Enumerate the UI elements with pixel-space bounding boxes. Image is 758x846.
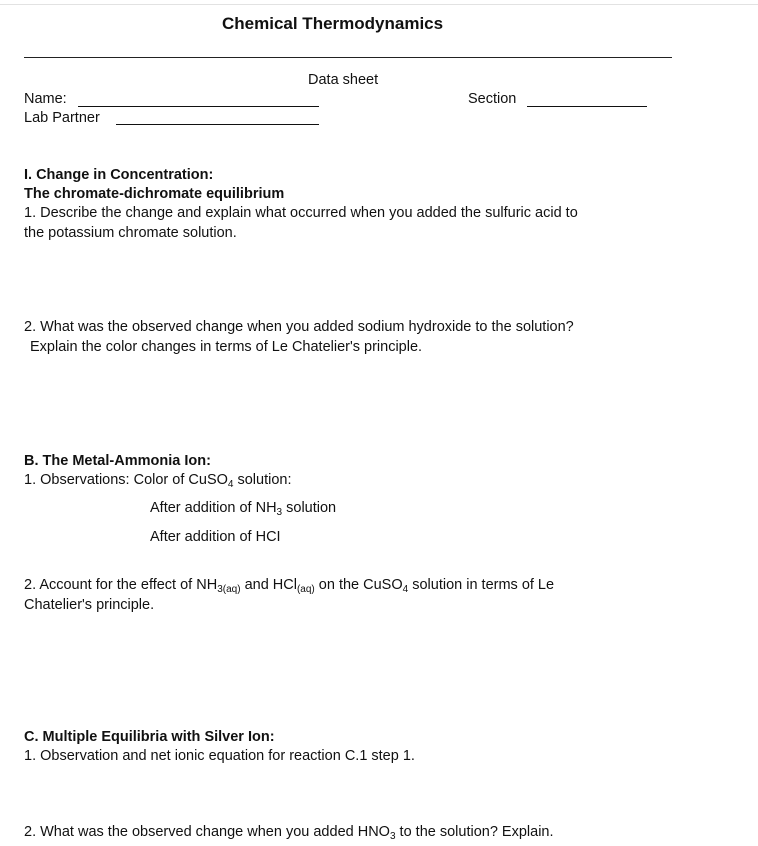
- part-b-q2-line2: Chatelier's principle.: [24, 597, 155, 613]
- page-top-edge: [0, 4, 758, 5]
- part-c-q2-text: 2. What was the observed change when you added HNO: [24, 824, 390, 840]
- part-c-q2-text-end: to the solution? Explain.: [395, 824, 554, 840]
- document-title: Chemical Thermodynamics: [222, 14, 444, 33]
- part-c-heading: C. Multiple Equilibria with Silver Ion:: [24, 729, 275, 745]
- lab-partner-label: Lab Partner: [24, 110, 100, 126]
- part-i-heading: I. Change in Concentration:: [24, 167, 214, 183]
- name-label: Name:: [24, 91, 67, 107]
- lab-partner-field[interactable]: [116, 124, 319, 125]
- part-b-heading: B. The Metal-Ammonia Ion:: [24, 453, 211, 469]
- name-field[interactable]: [78, 106, 319, 107]
- after-hcl-line: After addition of HCI: [150, 529, 281, 545]
- part-c-q2-subscript: 3: [389, 831, 396, 842]
- part-b-q1-subscript: 4: [227, 479, 234, 490]
- part-b-q2-line1: [24, 576, 554, 596]
- part-c-q1: 1. Observation and net ionic equation for reaction C.1 step 1.: [24, 748, 415, 764]
- part-b-q2-text-c: on the CuSO: [314, 577, 403, 593]
- title-divider: [24, 57, 672, 58]
- data-sheet-subtitle: Data sheet: [308, 72, 379, 88]
- after-nh3-line: [150, 499, 336, 519]
- part-b-q2-sub-cuso4: 4: [402, 584, 409, 595]
- after-nh3-text: After addition of NH: [150, 500, 277, 516]
- part-b-q2-text-b: and HCl: [240, 577, 297, 593]
- part-i-q2-line2: Explain the color changes in terms of Le Chatelier's principle.: [30, 339, 423, 355]
- part-i-q1-line1: 1. Describe the change and explain what occurred when you added the sulfuric acid to: [24, 205, 578, 221]
- after-nh3-text-end: solution: [282, 500, 337, 516]
- part-i-subheading: The chromate-dichromate equilibrium: [24, 186, 285, 202]
- part-i-q1-line2: the potassium chromate solution.: [24, 225, 237, 241]
- section-field[interactable]: [527, 106, 647, 107]
- part-b-q1-text-end: solution:: [233, 472, 292, 488]
- part-i-q2-line1: 2. What was the observed change when you added sodium hydroxide to the solution?: [24, 319, 574, 335]
- section-label: Section: [468, 91, 517, 107]
- part-b-q1-text: 1. Observations: Color of CuSO: [24, 472, 228, 488]
- part-c-q2: [24, 823, 554, 843]
- after-nh3-subscript: 3: [276, 507, 283, 518]
- part-b-q2-sub-hcl: (aq): [296, 584, 315, 595]
- part-b-q2-text-d: solution in terms of Le: [408, 577, 555, 593]
- part-b-q2-sub-nh3: 3(aq): [217, 584, 241, 595]
- part-b-q1: [24, 471, 292, 491]
- part-b-q2-text-a: 2. Account for the effect of NH: [24, 577, 218, 593]
